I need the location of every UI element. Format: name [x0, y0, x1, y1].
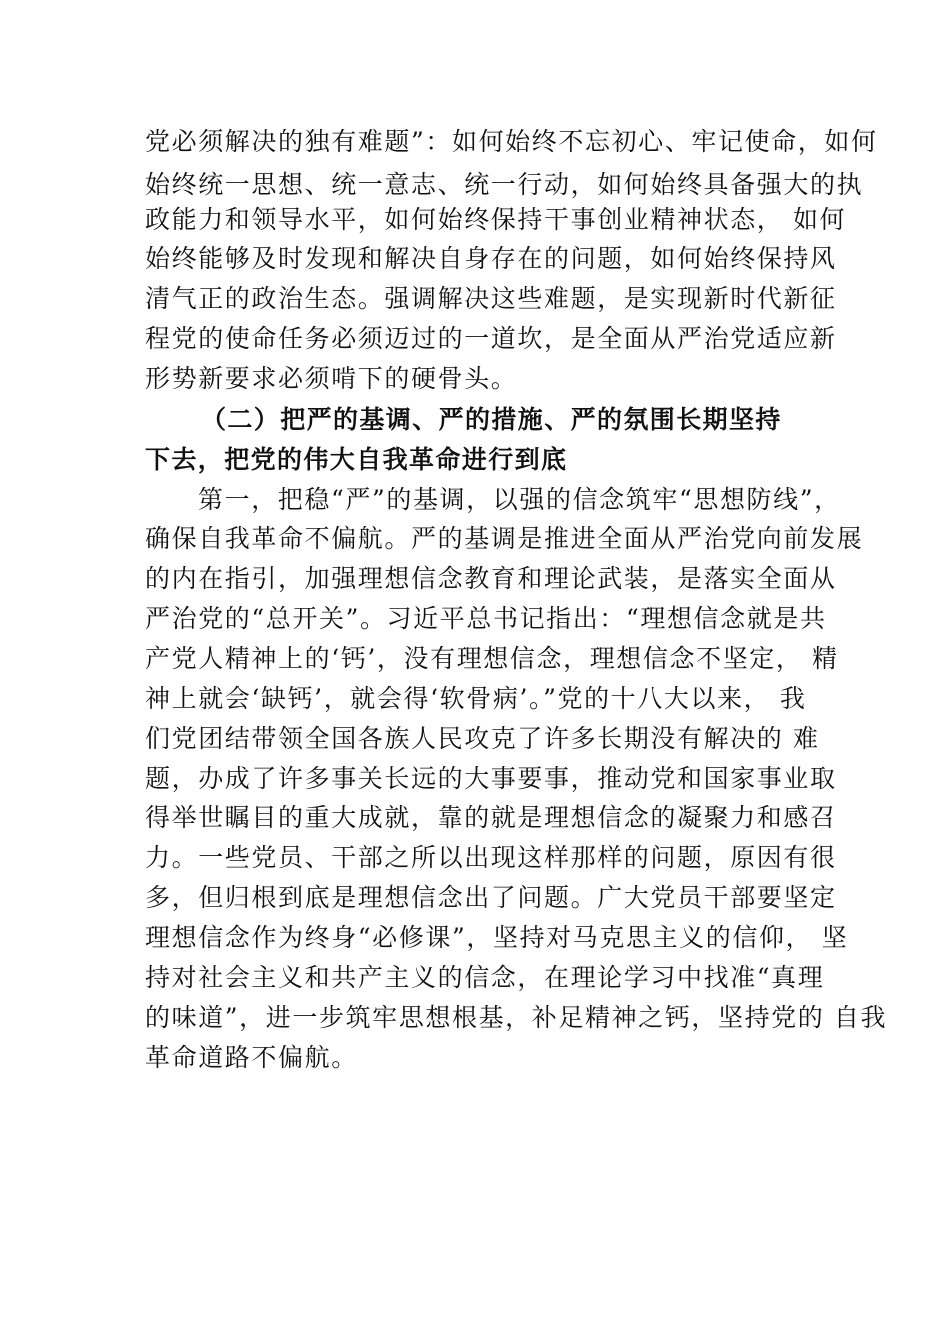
- text-line: 党必须解决的独有难题”：如何始终不忘初心、牢记使命，如何: [145, 127, 878, 156]
- text-line: 第一，把稳“严”的基调，以强的信念筑牢“思想防线”，: [198, 485, 841, 514]
- text-line: 神上就会‘缺钙’，就会得‘软骨病’。”党的十八大以来， 我: [145, 684, 807, 713]
- text-line: 产党人精神上的‘钙’，没有理想信念，理想信念不坚定， 精: [145, 644, 839, 673]
- text-line: 程党的使命任务必须迈过的一道坎，是全面从严治党适应新: [145, 324, 837, 353]
- text-line: 始终统一思想、统一意志、统一行动，如何始终具备强大的执: [145, 170, 864, 199]
- heading-line: 下去，把党的伟大自我革命进行到底: [145, 445, 568, 474]
- text-line: 的内在指引，加强理想信念教育和理论武装，是落实全面从: [145, 564, 837, 593]
- heading-line: （二）把严的基调、严的措施、严的氛围长期坚持: [201, 405, 782, 434]
- text-line: 们党团结带领全国各族人民攻克了许多长期没有解决的 难: [145, 724, 820, 753]
- text-line: 力。一些党员、干部之所以出现这样那样的问题，原因有很: [145, 843, 837, 872]
- text-line: 政能力和领导水平，如何始终保持干事创业精神状态， 如何: [145, 205, 847, 234]
- text-line: 始终能够及时发现和解决自身存在的问题，如何始终保持风: [145, 244, 837, 273]
- text-line: 题，办成了许多事关长远的大事要事，推动党和国家事业取: [145, 764, 837, 793]
- text-line: 严治党的“总开关”。习近平总书记指出：“理想信念就是共: [145, 604, 827, 633]
- text-line: 革命道路不偏航。: [145, 1043, 358, 1072]
- text-line: 形势新要求必须啃下的硬骨头。: [145, 364, 518, 393]
- text-line: 持对社会主义和共产主义的信念，在理论学习中找准“真理: [145, 963, 825, 992]
- text-line: 多，但归根到底是理想信念出了问题。广大党员干部要坚定: [145, 883, 837, 912]
- text-line: 清气正的政治生态。强调解决这些难题，是实现新时代新征: [145, 284, 837, 313]
- text-line: 理想信念作为终身“必修课”，坚持对马克思主义的信仰， 坚: [145, 923, 849, 952]
- text-line: 的味道”，进一步筑牢思想根基，补足精神之钙，坚持党的 自我: [145, 1003, 888, 1032]
- text-line: 确保自我革命不偏航。严的基调是推进全面从严治党向前发展: [145, 524, 864, 553]
- text-line: 得举世瞩目的重大成就，靠的就是理想信念的凝聚力和感召: [145, 803, 837, 832]
